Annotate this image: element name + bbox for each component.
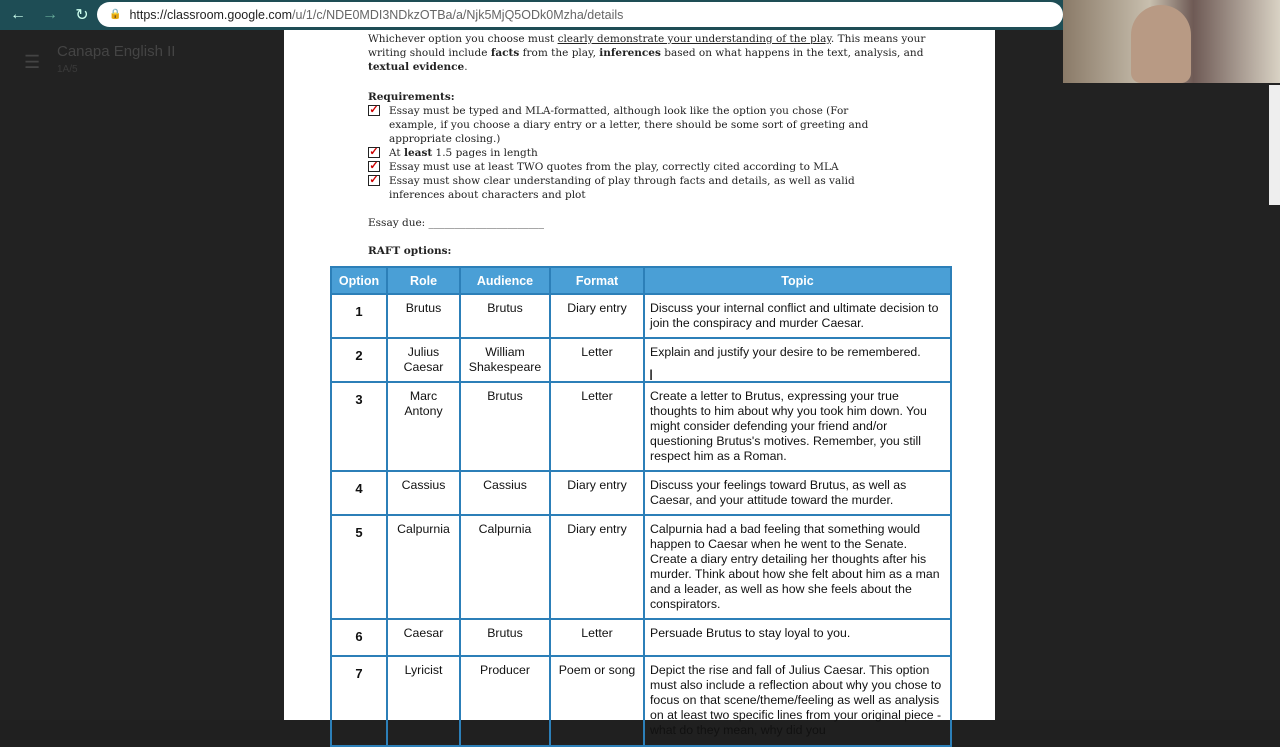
scrollbar[interactable] [1269,85,1280,205]
hamburger-menu-icon[interactable]: ☰ [24,52,41,72]
reload-icon[interactable]: ↻ [75,7,89,24]
text: At [389,147,404,159]
forward-icon[interactable]: → [42,6,58,23]
text: from the play, [519,47,600,59]
sidebar [0,30,284,720]
table-row [331,382,951,471]
cell-role: Brutus [387,294,460,338]
cell-topic: Calpurnia had a bad feeling that something would happen to Caesar when he went to the Senate. Create a diary entry detailing her thoughts after his murder. Think about how she felt about him as a man and a leader, as well as how she feels about the conspirators. [644,515,951,619]
header-role: Role [387,267,460,294]
text: Essay must use at least TWO quotes from the play, correctly cited according to MLA [389,161,839,173]
cell-topic: Depict the rise and fall of Julius Caesar. This option must also include a reflection about why you chose to focus on that scene/theme/feeling as well as analysis on at least two specific lines from your original piece - what do they mean, why did you [644,656,951,746]
raft-table [330,266,952,747]
cell-topic: Create a letter to Brutus, expressing your true thoughts to him about why you took him down. You might consider defending your friend and/or questioning Brutus's motives. Remember, you still respect him as a Roman. [644,382,951,471]
text: facts [490,47,520,59]
cell-audience: Producer [460,656,550,746]
cell-option: 1 [331,294,387,338]
cell-format: Diary entry [550,294,644,338]
course-subtitle: 1A/5 [57,64,78,75]
cell-format: Poem or song [550,656,644,746]
cell-option: 5 [331,515,387,619]
document-page [284,30,995,737]
cell-role: Marc Antony [387,382,460,471]
url-path: /u/1/c/NDE0MDI3NDkzOTBa/a/Njk5MjQ5ODk0Mzha/details [292,7,624,22]
table-row [331,471,951,515]
table-header-row [331,267,951,294]
back-icon[interactable]: ← [10,6,26,23]
checkbox-checked-icon: ✓ [369,173,379,186]
table-row [331,656,951,746]
text: based on what happens in the text, analysis, and [660,47,924,59]
checkbox-checked-icon: ✓ [369,159,379,172]
cell-option: 4 [331,471,387,515]
requirement-item [368,104,898,146]
cell-audience: Brutus [460,619,550,656]
table-row [331,619,951,656]
checkbox-checked-icon: ✓ [369,103,379,116]
cell-role: Caesar [387,619,460,656]
header-audience: Audience [460,267,550,294]
table-row [331,338,951,382]
course-title[interactable]: Canapa English II [57,43,176,60]
checkbox-checked-icon: ✓ [369,145,379,158]
text: . This means your writing should include [368,33,926,59]
cell-role: Calpurnia [387,515,460,619]
text: clearly demonstrate your understanding of the play [557,33,831,45]
intro-paragraph [368,32,928,74]
cell-format: Letter [550,338,644,382]
text: 1.5 pages in length [432,147,538,159]
requirement-item [368,160,898,174]
header-topic: Topic [644,267,951,294]
cell-option: 6 [331,619,387,656]
cell-option: 7 [331,656,387,746]
cell-format: Diary entry [550,515,644,619]
text: Whichever option you choose must [368,33,558,45]
cell-audience: Brutus [460,382,550,471]
viewer-background [995,30,1280,720]
raft-title: RAFT options: [368,245,452,257]
cell-role: Lyricist [387,656,460,746]
cell-topic: Discuss your feelings toward Brutus, as well as Caesar, and your attitude toward the murder. [644,471,951,515]
text-cursor-icon: I [649,368,654,384]
url-domain: https://classroom.google.com [129,7,293,22]
text: . [464,61,468,73]
essay-due: Essay due: ______________________ [368,217,545,229]
cell-audience: William Shakespeare [460,338,550,382]
requirement-item [368,174,898,202]
lock-icon: 🔒 [109,9,122,20]
cell-format: Letter [550,619,644,656]
cell-topic: Explain and justify your desire to be remembered. [644,338,951,382]
cell-audience: Brutus [460,294,550,338]
text: Essay must be typed and MLA-formatted, although look like the option you chose (For example, if you choose a diary entry or a letter, there should be some sort of greeting and appropriate closing.) [389,105,869,145]
table-row [331,294,951,338]
requirement-item [368,146,898,160]
cell-format: Letter [550,382,644,471]
cell-audience: Calpurnia [460,515,550,619]
webcam-overlay [1063,0,1280,83]
text: least [403,147,433,159]
cell-option: 3 [331,382,387,471]
cell-role: Julius Caesar [387,338,460,382]
presenter-video [1131,5,1191,83]
text: Essay must show clear understanding of play through facts and details, as well as valid inferences about characters and plot [389,175,855,201]
header-format: Format [550,267,644,294]
cell-topic: Discuss your internal conflict and ultimate decision to join the conspiracy and murder Caesar. [644,294,951,338]
cell-topic: Persuade Brutus to stay loyal to you. [644,619,951,656]
header-option: Option [331,267,387,294]
cell-format: Diary entry [550,471,644,515]
cell-audience: Cassius [460,471,550,515]
address-bar[interactable] [97,2,1063,27]
requirements-title: Requirements: [368,91,455,103]
cell-role: Cassius [387,471,460,515]
cell-option: 2 [331,338,387,382]
table-row [331,515,951,619]
text: inferences [599,47,661,59]
requirements-list [368,104,898,202]
text: textual evidence [368,61,465,73]
